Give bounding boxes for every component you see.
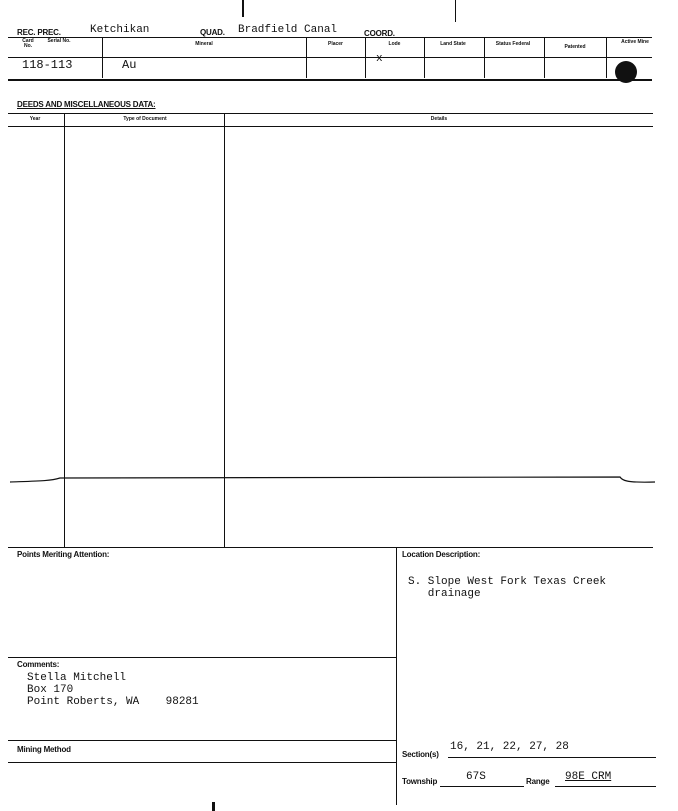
header-rule-sub — [8, 57, 652, 58]
township-label: Township — [402, 777, 438, 786]
col-placer: Placer — [327, 41, 343, 47]
mining-method-label: Mining Method — [17, 745, 71, 754]
deeds-rule-top — [8, 113, 653, 114]
header-rule-top — [8, 37, 652, 38]
sections-underline — [448, 757, 656, 758]
range-underline — [555, 786, 656, 787]
scan-mark — [212, 802, 215, 811]
deeds-section-title: DEEDS AND MISCELLANEOUS DATA: — [17, 100, 156, 109]
col-mineral: Mineral — [195, 41, 213, 47]
location-description-text: S. Slope West Fork Texas Creek drainage — [408, 576, 607, 600]
coord-label: COORD. — [364, 29, 395, 38]
header-tick-left — [242, 0, 244, 17]
quad-label: QUAD. — [200, 28, 225, 37]
sections-label: Section(s) — [402, 750, 439, 759]
location-description-label: Location Description: — [402, 550, 481, 559]
lode-mark: x — [376, 53, 383, 65]
deeds-rule-header — [8, 126, 653, 127]
deeds-col-details: Details — [430, 116, 448, 122]
deeds-col-year: Year — [29, 116, 41, 122]
deeds-col-type: Type of Document — [123, 116, 167, 122]
range-label: Range — [526, 777, 550, 786]
col-serial-no: Serial No. — [47, 38, 71, 44]
fold-line — [0, 470, 678, 494]
rec-prec-value: Ketchikan — [90, 24, 150, 36]
comments-text: Stella Mitchell Box 170 Point Roberts, WA 98281 — [27, 672, 199, 708]
mining-method-rule-bottom — [8, 762, 396, 763]
township-value: 67S — [466, 771, 486, 783]
col-patented: Patented — [564, 44, 586, 50]
col-status-federal: Status Federal — [495, 41, 531, 47]
card-serial-value: 118-113 — [22, 58, 73, 72]
col-div-4 — [424, 38, 425, 78]
comments-label: Comments: — [17, 660, 60, 669]
mining-method-rule — [8, 740, 396, 741]
col-div-7 — [606, 38, 607, 78]
col-div-6 — [544, 38, 545, 78]
active-mine-dot — [615, 61, 637, 83]
col-lode: Lode — [388, 41, 401, 47]
col-div-5 — [484, 38, 485, 78]
township-underline — [440, 786, 524, 787]
col-land-state: Land State — [440, 41, 466, 47]
mineral-value: Au — [122, 58, 137, 72]
points-meriting-label: Points Meriting Attention: — [17, 550, 110, 559]
header-rule-bottom — [8, 79, 652, 81]
col-active-mine: Active Mine — [621, 39, 649, 45]
deeds-rule-bottom — [8, 547, 653, 548]
comments-rule — [8, 657, 396, 658]
rec-prec-label: REC. PREC. — [17, 28, 61, 37]
col-card-no: Card No. — [22, 38, 34, 49]
quad-value: Bradfield Canal — [238, 24, 338, 36]
range-value: 98E CRM — [565, 771, 612, 783]
header-tick-right — [455, 0, 456, 22]
lower-divider — [396, 547, 397, 805]
sections-value: 16, 21, 22, 27, 28 — [450, 741, 569, 753]
